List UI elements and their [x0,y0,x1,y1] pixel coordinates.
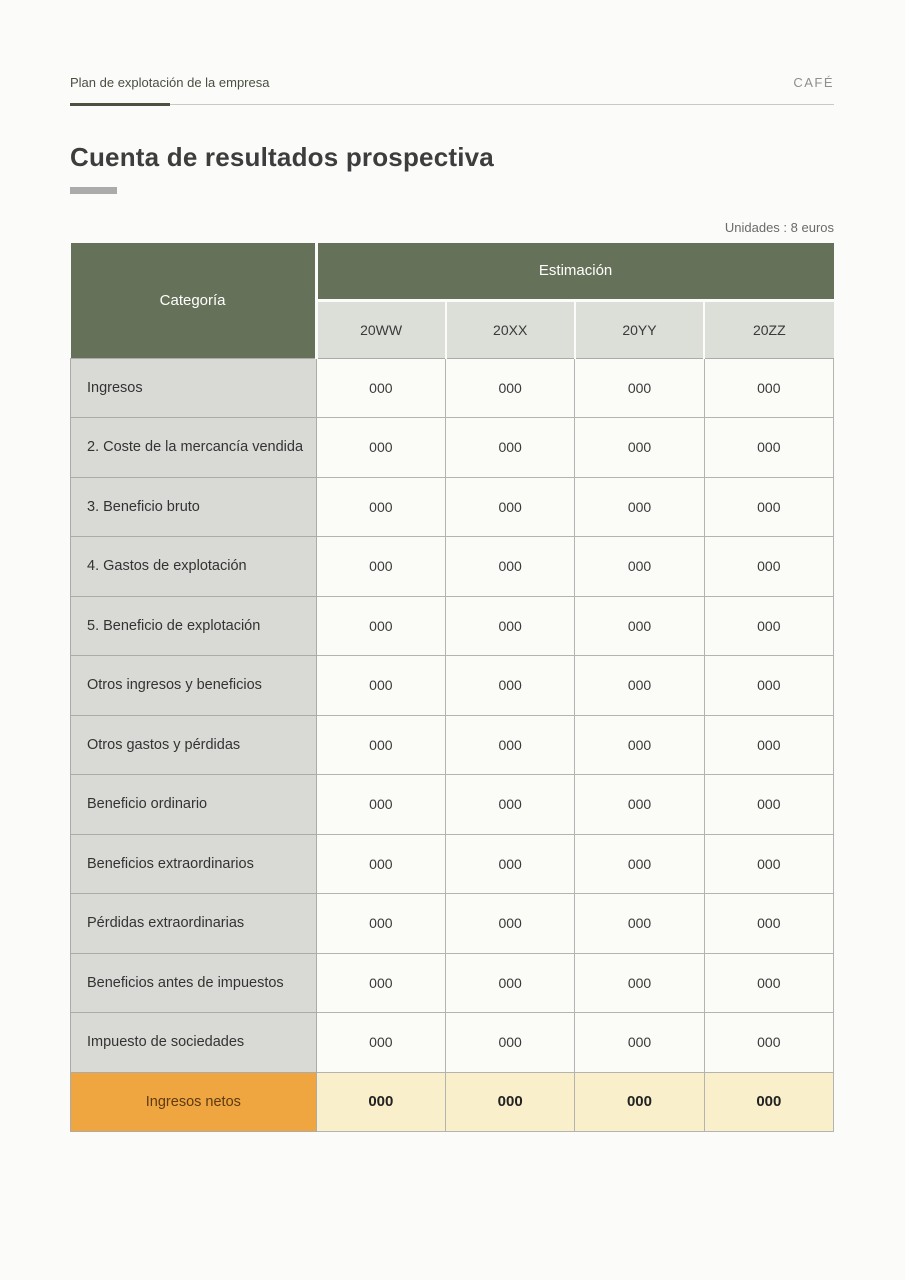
table-row [71,596,834,656]
table-row [71,953,834,1013]
value-cell: 000 [316,775,445,835]
total-value-cell: 000 [446,1072,575,1132]
value-cell: 000 [575,596,704,656]
table-body [71,358,834,1132]
value-cell: 000 [704,596,833,656]
value-cell: 000 [575,894,704,954]
header-divider [70,103,834,106]
value-cell: 000 [575,715,704,775]
value-cell: 000 [575,537,704,597]
value-cell: 000 [316,596,445,656]
value-cell: 000 [575,418,704,478]
row-label-cell: Beneficios antes de impuestos [71,953,317,1013]
title-underline-bar [70,187,117,194]
row-label-cell: Pérdidas extraordinarias [71,894,317,954]
divider-accent-segment [70,103,170,106]
value-cell: 000 [316,418,445,478]
value-cell: 000 [575,358,704,418]
table-row [71,358,834,418]
units-note: Unidades : 8 euros [724,220,834,235]
value-cell: 000 [316,358,445,418]
table-row [71,537,834,597]
value-cell: 000 [704,953,833,1013]
value-cell: 000 [316,656,445,716]
year-column-header: 20WW [316,300,445,358]
value-cell: 000 [446,656,575,716]
value-cell: 000 [575,834,704,894]
total-value-cell: 000 [575,1072,704,1132]
value-cell: 000 [316,953,445,1013]
row-label-cell: 3. Beneficio bruto [71,477,317,537]
row-label-cell: Beneficios extraordinarios [71,834,317,894]
divider-line [70,104,834,105]
year-column-header: 20YY [575,300,704,358]
value-cell: 000 [704,358,833,418]
row-label-cell: Impuesto de sociedades [71,1013,317,1073]
value-cell: 000 [704,418,833,478]
value-cell: 000 [704,775,833,835]
value-cell: 000 [316,715,445,775]
income-statement-table [70,243,834,1132]
value-cell: 000 [446,418,575,478]
value-cell: 000 [316,477,445,537]
value-cell: 000 [575,477,704,537]
row-label-cell: 4. Gastos de explotación [71,537,317,597]
value-cell: 000 [575,656,704,716]
year-column-header: 20XX [446,300,575,358]
category-column-header: Categoría [71,243,317,358]
table-row [71,418,834,478]
value-cell: 000 [446,537,575,597]
table-row [71,1013,834,1073]
value-cell: 000 [316,1013,445,1073]
total-row [71,1072,834,1132]
value-cell: 000 [704,1013,833,1073]
row-label-cell: Otros ingresos y beneficios [71,656,317,716]
value-cell: 000 [446,775,575,835]
value-cell: 000 [704,477,833,537]
row-label-cell: 5. Beneficio de explotación [71,596,317,656]
value-cell: 000 [316,834,445,894]
value-cell: 000 [704,834,833,894]
value-cell: 000 [446,953,575,1013]
value-cell: 000 [704,537,833,597]
table-row [71,834,834,894]
value-cell: 000 [704,715,833,775]
value-cell: 000 [316,537,445,597]
value-cell: 000 [446,894,575,954]
table-row [71,656,834,716]
value-cell: 000 [446,715,575,775]
page-title: Cuenta de resultados prospectiva [70,142,494,172]
value-cell: 000 [575,1013,704,1073]
total-value-cell: 000 [316,1072,445,1132]
total-row-label: Ingresos netos [71,1072,317,1132]
table-row [71,894,834,954]
value-cell: 000 [446,477,575,537]
value-cell: 000 [446,596,575,656]
page-header [70,0,834,90]
estimation-group-header: Estimación [316,243,833,300]
total-value-cell: 000 [704,1072,833,1132]
value-cell: 000 [316,894,445,954]
table-row [71,715,834,775]
value-cell: 000 [575,775,704,835]
breadcrumb: Plan de explotación de la empresa [70,75,270,90]
row-label-cell: Otros gastos y pérdidas [71,715,317,775]
row-label-cell: Ingresos [71,358,317,418]
table-row [71,775,834,835]
brand-label: CAFÉ [793,75,834,90]
value-cell: 000 [575,953,704,1013]
row-label-cell: 2. Coste de la mercancía vendida [71,418,317,478]
value-cell: 000 [446,834,575,894]
value-cell: 000 [704,656,833,716]
table-row [71,477,834,537]
value-cell: 000 [446,1013,575,1073]
value-cell: 000 [704,894,833,954]
year-column-header: 20ZZ [704,300,833,358]
value-cell: 000 [446,358,575,418]
row-label-cell: Beneficio ordinario [71,775,317,835]
